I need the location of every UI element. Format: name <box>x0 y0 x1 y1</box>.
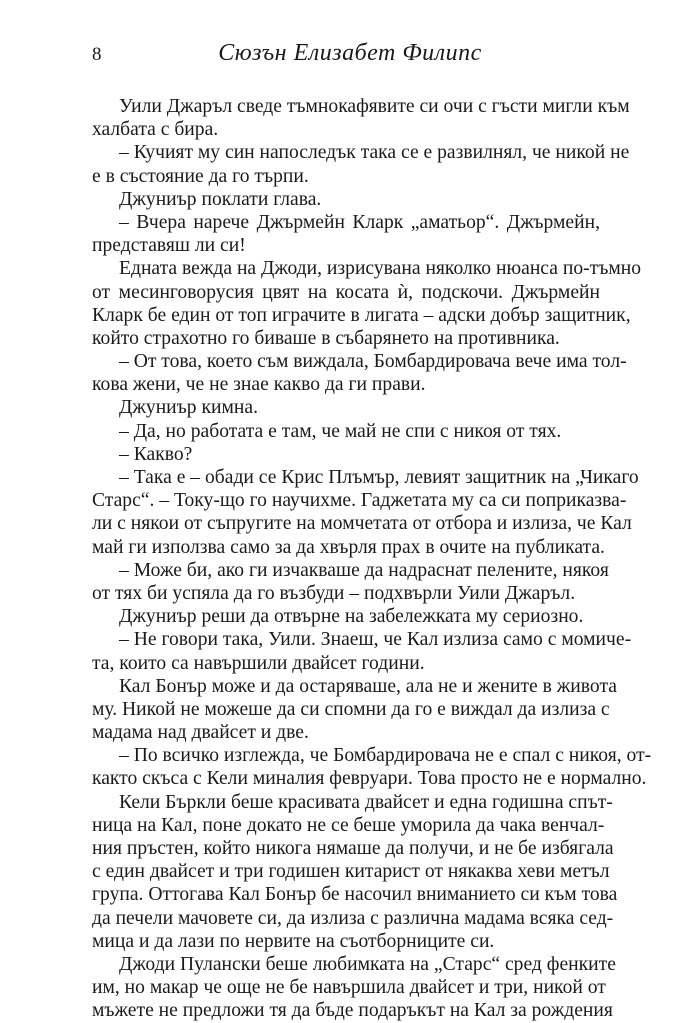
text-line: халбата с бира. <box>92 119 219 141</box>
paragraph <box>92 141 630 187</box>
text-line: ли с някои от съпругите на момчетата от отбора и излиза, че Кал <box>92 513 632 535</box>
text-line: както скъса с Кели миналия февруари. Това просто не е нормално. <box>92 768 647 790</box>
text-line: мадама над двайсет и две. <box>92 722 309 744</box>
paragraph <box>92 744 652 790</box>
page-number: 8 <box>92 44 102 65</box>
text-line: – По всичко изглежда, че Бомбардировача не е спал с никоя, от- <box>119 745 652 767</box>
text-line: – Не говори така, Уили. Знаеш, че Кал излиза само с момиче- <box>119 629 632 651</box>
text-line: – Може би, ако ги изчакваше да надраснат пелените, някоя <box>119 559 609 581</box>
body-text <box>92 95 652 1023</box>
text-line: който страхотно го биваше в събарянето на противника. <box>92 327 560 349</box>
running-title: Сюзън Елизабет Филипс <box>218 40 482 66</box>
running-header <box>92 40 608 80</box>
text-line: май ги използва само за да хвърля прах в очите на публиката. <box>92 536 605 558</box>
text-line: Кели Бъркли беше красивата двайсет и една годишна спът- <box>119 791 613 813</box>
text-line: мица и да лази по нервите на съотборниците си. <box>92 930 495 952</box>
text-line: му. Никой не можеше да си спомни да го е виждал да излиза с <box>92 698 610 720</box>
text-line: кова жени, че не знае какво да ги прави. <box>92 374 426 396</box>
paragraph <box>92 466 639 559</box>
text-line: представяш ли си! <box>92 235 246 257</box>
paragraph <box>92 791 618 953</box>
text-line: ница на Кал, поне докато не се беше уморила да чака венчал- <box>92 814 605 836</box>
text-line: Кал Бонър може и да остаряваше, ала не и жените в живота <box>119 675 617 697</box>
paragraph <box>92 188 600 211</box>
paragraph <box>92 350 627 396</box>
text-line: с един двайсет и три годишен китарист от някаква хеви метъл <box>92 861 610 883</box>
text-line: Джоди Пулански беше любимката на „Старс“ сред фенките <box>119 953 616 975</box>
paragraph <box>92 953 616 1023</box>
text-line: Уили Джаръл сведе тъмнокафявите си очи с гъсти мигли към <box>119 96 630 117</box>
text-line: – Вчера нарече Джърмейн Кларк „аматьор“. Джърмейн, <box>119 211 600 233</box>
text-line: от тях би успяла да го възбуди – подхвърли Уили Джаръл. <box>92 582 576 604</box>
text-line: Джуниър поклати глава. <box>119 188 322 210</box>
paragraph <box>92 628 632 674</box>
text-line: е в състояние да го търпи. <box>92 165 309 187</box>
text-line: ния пръстен, който никога нямаше да получи, и не бе избягала <box>92 838 614 859</box>
paragraph <box>92 605 600 628</box>
paragraph <box>92 396 600 419</box>
text-line: Джуниър реши да отвърне на забележката му сериозно. <box>119 606 584 628</box>
text-line: от месинговорусия цвят на косата ѝ, подскочи. Джърмейн <box>92 281 600 303</box>
text-line: Джуниър кимна. <box>119 397 258 419</box>
text-line: Старс“. – Току-що го научихме. Гаджетата му са си поприказва- <box>92 490 627 512</box>
text-line: – Така е – обади се Крис Плъмър, левият защитник на „Чикаго <box>119 467 639 488</box>
text-line: – Да, но работата е там, че май не спи с никоя от тях. <box>119 420 562 442</box>
paragraph <box>92 257 642 350</box>
text-line: та, които са навършили двайсет години. <box>92 652 425 674</box>
paragraph <box>92 211 600 257</box>
paragraph <box>92 443 600 466</box>
text-line: – Кучият му син напоследък така се е развилнял, че никой не <box>119 142 630 164</box>
text-line: им, но макар че още не бе навършила двайсет и три, никой от <box>92 977 606 999</box>
text-line: Едната вежда на Джоди, изрисувана няколко нюанса по-тъмно <box>119 258 642 280</box>
text-line: група. Оттогава Кал Бонър бе насочил вниманието си към това <box>92 884 618 906</box>
paragraph <box>92 95 630 141</box>
text-line: да печели мачовете си, да излиза с различна мадама всяка сед- <box>92 907 614 929</box>
text-line: мъжете не предложи тя да бъде подаръкът на Кал за рождения <box>92 1000 613 1022</box>
text-line: Кларк бе един от топ играчите в лигата – адски добър защитник, <box>92 304 631 326</box>
paragraph <box>92 559 609 605</box>
paragraph <box>92 420 600 443</box>
text-line: – От това, което съм виждала, Бомбардировача вече има тол- <box>119 351 627 373</box>
paragraph <box>92 675 617 745</box>
text-line: – Какво? <box>119 443 193 465</box>
